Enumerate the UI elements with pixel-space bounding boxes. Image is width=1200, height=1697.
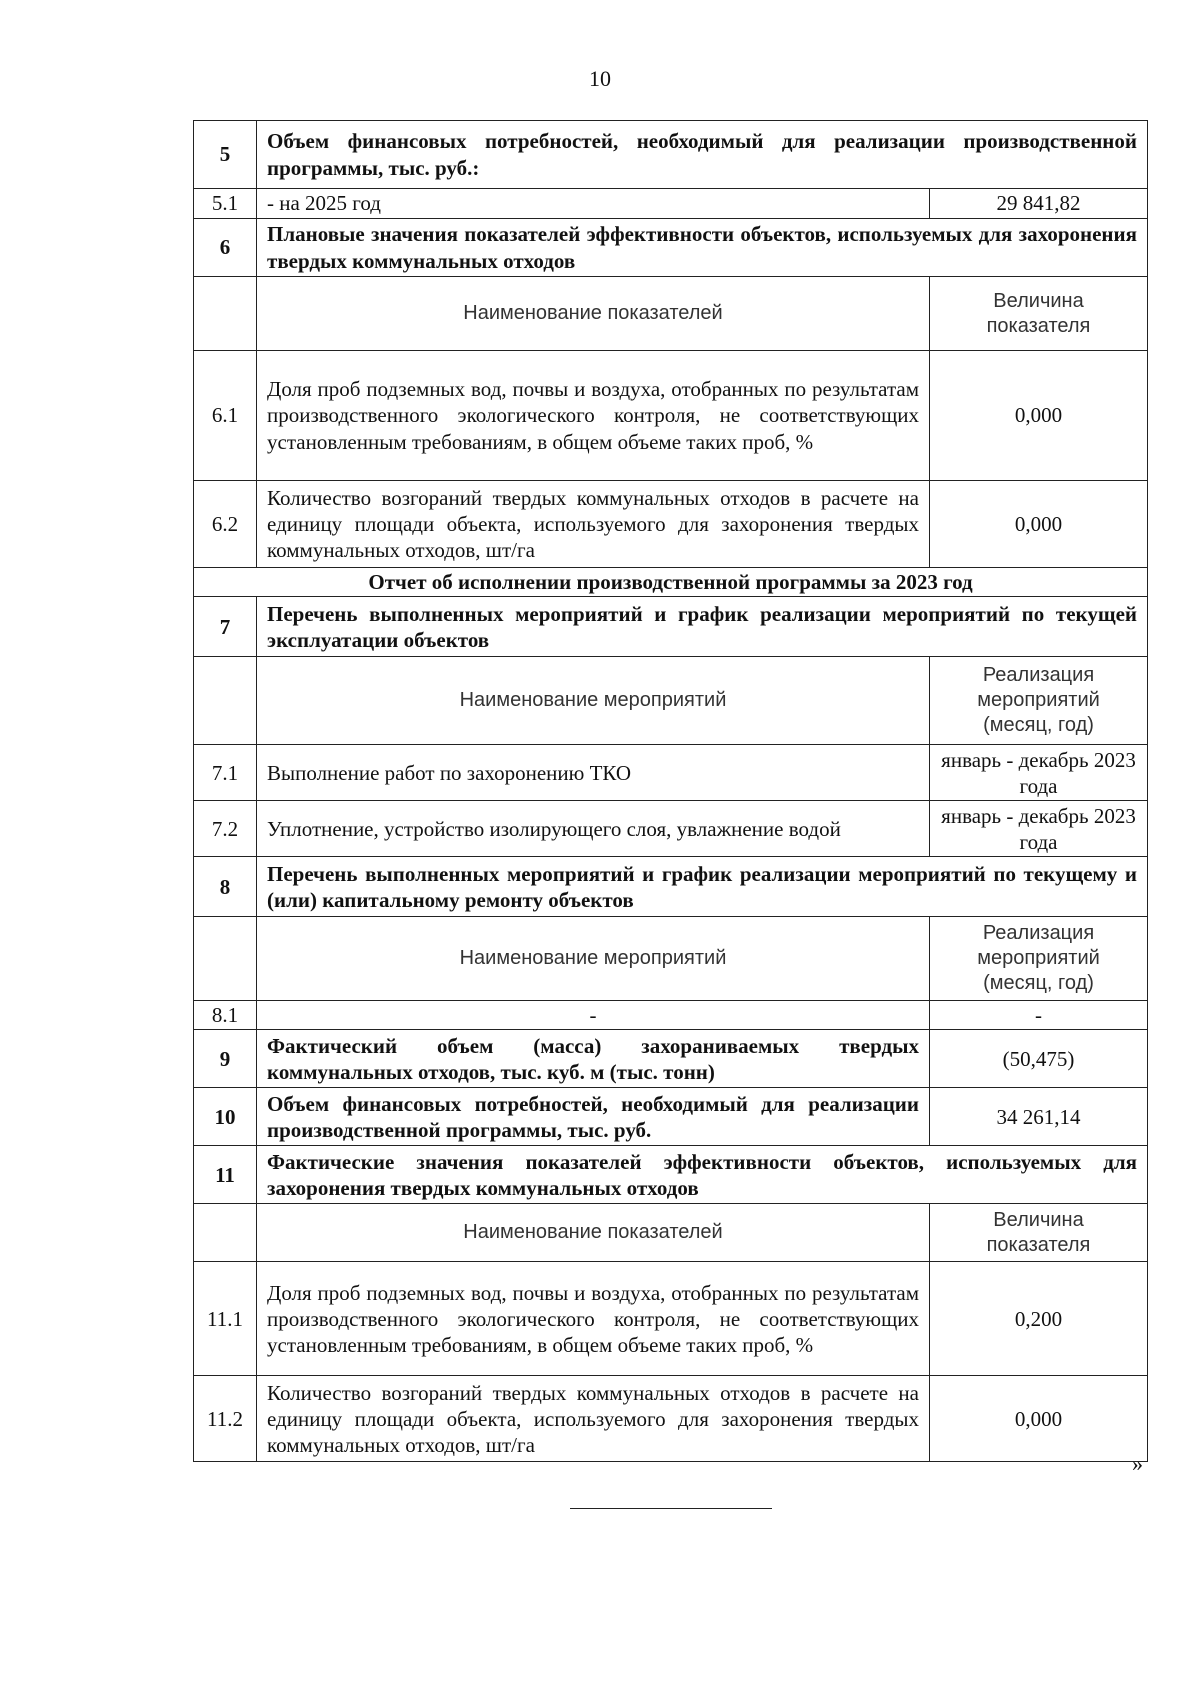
section-heading: Объем финансовых потребностей, необходимый для реализации производственной программы, тыс. руб.: [257,121,1148,189]
column-header-name: Наименование мероприятий [257,657,930,745]
row-number: 11 [194,1146,257,1204]
table-row-5-1 [194,189,1148,219]
row-number: 11.2 [194,1376,257,1462]
row-value: 34 261,14 [930,1088,1148,1146]
closing-quote: » [1132,1451,1143,1476]
row-number: 11.1 [194,1262,257,1376]
row-number: 6.2 [194,481,257,568]
table-row-11-2 [194,1376,1148,1462]
page-number: 10 [589,66,611,91]
production-program-table [193,120,1148,1462]
row-value: 0,200 [930,1262,1148,1376]
row-value: 0,000 [930,351,1148,481]
row-value: - [930,1001,1148,1030]
end-rule [570,1508,772,1509]
table-row-7-2 [194,801,1148,857]
column-header-value: Реализация мероприятий (месяц, год) [930,657,1148,745]
row-number: 9 [194,1030,257,1088]
section-heading: Перечень выполненных мероприятий и график реализации мероприятий по текущему и (или) капитальному ремонту объектов [257,857,1148,917]
row-value: январь - декабрь 2023 года [930,801,1148,857]
row-text: Количество возгораний твердых коммунальных отходов в расчете на единицу площади объекта, используемого для захоронения твердых коммунальных отходов, шт/га [257,481,930,568]
row-value: январь - декабрь 2023 года [930,745,1148,801]
column-header-value: Величина показателя [930,277,1148,351]
table-row-6-2 [194,481,1148,568]
table-header-row-7 [194,657,1148,745]
table-row-7 [194,597,1148,657]
row-number: 7.1 [194,745,257,801]
row-text: Уплотнение, устройство изолирующего слоя, увлажнение водой [257,801,930,857]
row-number: 8.1 [194,1001,257,1030]
row-value: 29 841,82 [930,189,1148,219]
row-number: 5.1 [194,189,257,219]
column-header-name: Наименование показателей [257,277,930,351]
table-row-6 [194,219,1148,277]
table-row-5 [194,121,1148,189]
row-text: Количество возгораний твердых коммунальных отходов в расчете на единицу площади объекта, используемого для захоронения твердых коммунальных отходов, шт/га [257,1376,930,1462]
row-number: 6.1 [194,351,257,481]
row-value: 0,000 [930,1376,1148,1462]
row-text: Доля проб подземных вод, почвы и воздуха, отобранных по результатам производственного экологического контроля, не соответствующих установленным требованиям, в общем объеме таких проб, % [257,351,930,481]
row-text: - на 2025 год [257,189,930,219]
table-header-row-8 [194,917,1148,1001]
row-number: 5 [194,121,257,189]
table-row-6-1 [194,351,1148,481]
row-number: 7.2 [194,801,257,857]
table-row-11-1 [194,1262,1148,1376]
row-text: - [257,1001,930,1030]
table-row-11 [194,1146,1148,1204]
row-text: Выполнение работ по захоронению ТКО [257,745,930,801]
row-number: 7 [194,597,257,657]
row-number: 8 [194,857,257,917]
table-header-row-6 [194,277,1148,351]
row-value: (50,475) [930,1030,1148,1088]
row-number: 10 [194,1088,257,1146]
section-heading: Плановые значения показателей эффективности объектов, используемых для захоронения твердых коммунальных отходов [257,219,1148,277]
section-heading: Фактические значения показателей эффективности объектов, используемых для захоронения твердых коммунальных отходов [257,1146,1148,1204]
row-text: Доля проб подземных вод, почвы и воздуха, отобранных по результатам производственного экологического контроля, не соответствующих установленным требованиям, в общем объеме таких проб, % [257,1262,930,1376]
column-header-value: Реализация мероприятий (месяц, год) [930,917,1148,1001]
column-header-value: Величина показателя [930,1204,1148,1262]
table-row-8-1 [194,1001,1148,1030]
table-row-9 [194,1030,1148,1088]
row-text: Фактический объем (масса) захораниваемых твердых коммунальных отходов, тыс. куб. м (тыс. тонн) [257,1030,930,1088]
table-row-8 [194,857,1148,917]
column-header-name: Наименование показателей [257,1204,930,1262]
section-heading: Перечень выполненных мероприятий и график реализации мероприятий по текущей эксплуатации объектов [257,597,1148,657]
table-header-row-11 [194,1204,1148,1262]
row-number: 6 [194,219,257,277]
column-header-name: Наименование мероприятий [257,917,930,1001]
table-row-10 [194,1088,1148,1146]
row-value: 0,000 [930,481,1148,568]
report-title-row [194,568,1148,597]
table-row-7-1 [194,745,1148,801]
report-title: Отчет об исполнении производственной программы за 2023 год [194,568,1148,597]
row-text: Объем финансовых потребностей, необходимый для реализации производственной программы, тыс. руб. [257,1088,930,1146]
